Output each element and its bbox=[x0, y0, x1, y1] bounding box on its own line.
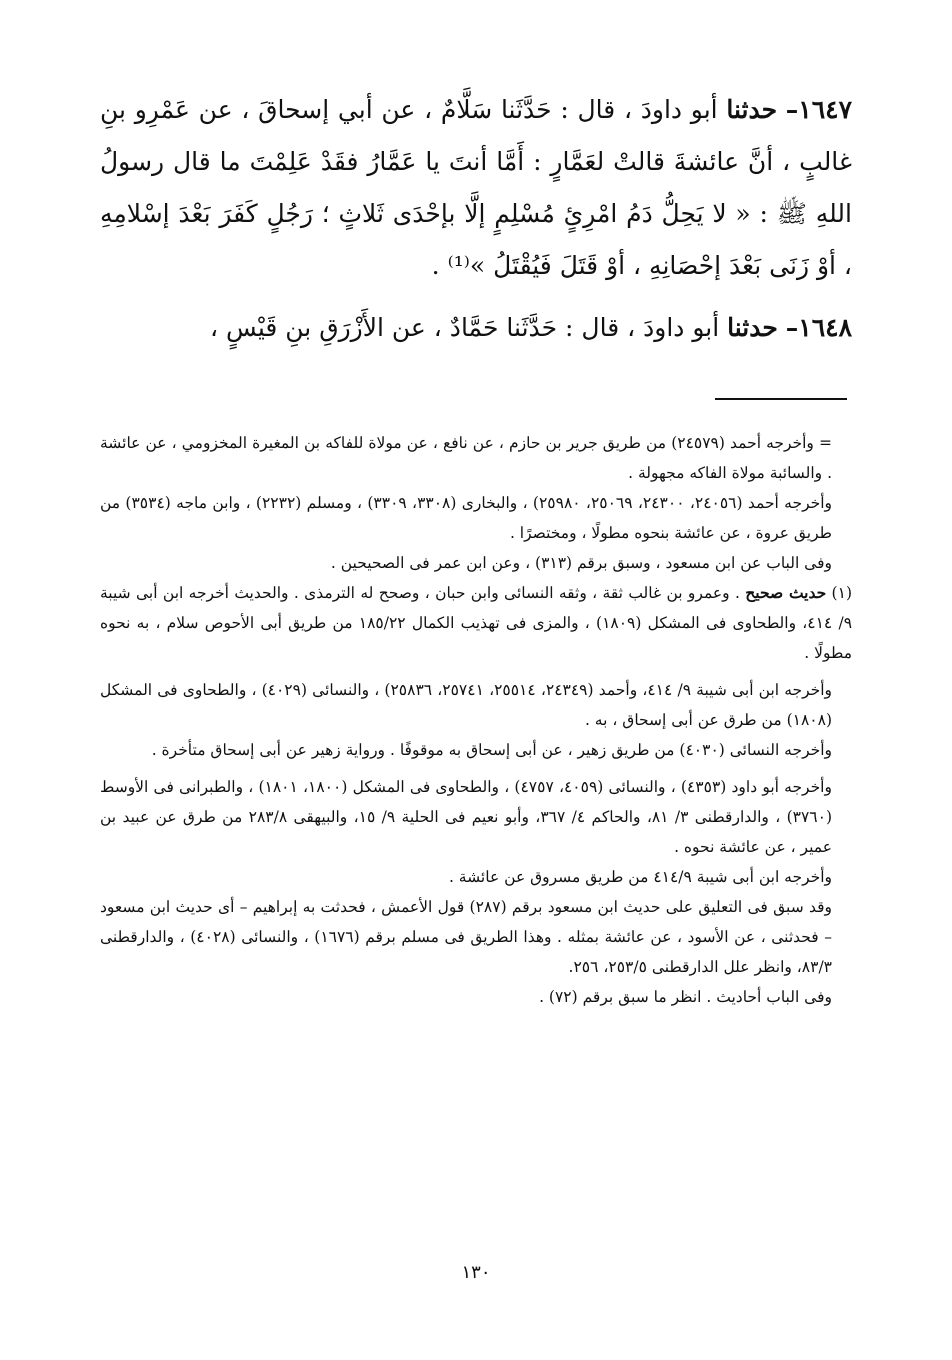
hadith-1647 bbox=[100, 84, 852, 292]
footnote-1 bbox=[100, 578, 852, 668]
footnote-paragraph: وأخرجه أحمد (٢٤٠٥٦، ٢٤٣٠٠، ٢٥٠٦٩، ٢٥٩٨٠) ، والبخارى (٣٣٠٨، ٣٣٠٩) ، ومسلم (٢٢٣٢) ، وابن ماجه (٣٥٣٤) من طريق عروة ، عن عائشة بنحوه مطولًا ، ومختصرًا . bbox=[100, 494, 832, 542]
hadith-number: ١٦٤٧– bbox=[785, 95, 852, 124]
footnote-paragraph: وأخرجه ابن أبى شيبة ٩/ ٤١٤، وأحمد (٢٤٣٤٩، ٢٥٥١٤، ٢٥٧٤١، ٢٥٨٣٦) ، والنسائى (٤٠٢٩) ، والطحاوى فى المشكل (١٨٠٨) من طرق عن أبى إسحاق ، به . bbox=[100, 681, 833, 729]
main-text bbox=[100, 84, 852, 354]
footnote-paragraph: وفى الباب أحاديث . انظر ما سبق برقم (٧٢) . bbox=[539, 988, 832, 1006]
footnote-separator bbox=[715, 398, 847, 400]
page-number: ١٣٠ bbox=[461, 1262, 491, 1283]
footnote-paragraph: وقد سبق فى التعليق على حديث ابن مسعود برقم (٢٨٧) قول الأعمش ، فحدثت به إبراهيم – أى حديث ابن مسعود – فحدثنى ، عن الأسود ، عن عائشة بمثله . وهذا الطريق فى مسلم برقم (١٦٧٦) ، والنسائى (٤٠٢٨) ، والدارقطنى ٨٣/٣، وانظر علل الدارقطنى ٢٥٣/٥، ٢٥٦. bbox=[100, 898, 833, 976]
footnote-paragraph: وأخرجه النسائى (٤٠٣٠) من طريق زهير ، عن أبى إسحاق به موقوفًا . ورواية زهير عن أبى إسحاق متأخرة . bbox=[151, 741, 832, 759]
hadith-number: ١٦٤٨– bbox=[785, 313, 852, 342]
hadith-text: أبو داودَ ، قال : حَدَّثَنا سَلَّامٌ ، عن أبي إسحاقَ ، عن عَمْرِو بنِ غالبٍ ، أنَّ عائشةَ قالتْ لعَمَّارٍ : أَمَّا أنتَ يا عَمَّارُ فقَدْ عَلِمْتَ ما قال رسولُ اللهِ ﷺ : « لا يَحِلُّ دَمُ امْرِئٍ مُسْلِمٍ إلَّا بإحْدَى ثَلاثٍ ؛ رَجُلٍ كَفَرَ بَعْدَ إسْلامِهِ ، أوْ زَنَى بَعْدَ إحْصَانِهِ ، أوْ قَتَلَ فَيُقْتَلُ »⁽¹⁾ . bbox=[100, 95, 852, 280]
footnote-paragraph: = وأخرجه أحمد (٢٤٥٧٩) من طريق جرير بن حازم ، عن نافع ، عن مولاة للفاكه بن المغيرة المخزومي ، عن عائشة . والسائبة مولاة الفاكه مجهولة . bbox=[100, 434, 832, 482]
footnote-1-text: (١) حديث صحيح . وعمرو بن غالب ثقة ، وثقه النسائى وابن حبان ، وصحح له الترمذى . والحديث أخرجه ابن أبى شيبة ٩/ ٤١٤، والطحاوى فى المشكل (١٨٠٩) ، والمزى فى تهذيب الكمال ١٨٥/٢٢ من طريق أبى الأحوص سلام ، به نحوه مطولًا . bbox=[100, 583, 853, 662]
footnote-paragraph: وفى الباب عن ابن مسعود ، وسبق برقم (٣١٣) ، وعن ابن عمر فى الصحيحين . bbox=[330, 554, 832, 572]
footnote-paragraph: وأخرجه أبو داود (٤٣٥٣) ، والنسائى (٤٠٥٩، ٤٧٥٧) ، والطحاوى فى المشكل (١٨٠٠، ١٨٠١) ، والطبرانى فى الأوسط (٣٧٦٠) ، والدارقطنى ٣/ ٨١، والحاكم ٤/ ٣٦٧، وأبو نعيم فى الحلية ٩/ ١٥، والبيهقى ٢٨٣/٨ من طرق عن عبيد بن عمير ، عن عائشة نحوه . bbox=[100, 778, 833, 856]
footnote-1-grade: حديث صحيح bbox=[745, 583, 827, 602]
footnote-paragraph: وأخرجه ابن أبى شيبة ٤١٤/٩ من طريق مسروق عن عائشة . bbox=[448, 868, 832, 886]
footnotes bbox=[100, 428, 852, 1012]
hadith-1648 bbox=[100, 302, 852, 354]
hadith-heading: حدثنا bbox=[726, 95, 778, 124]
hadith-text: أبو داودَ ، قال : حَدَّثَنا حَمَّادٌ ، عن الأَزْرَقِ بنِ قَيْسٍ ، bbox=[209, 313, 720, 342]
hadith-heading: حدثنا bbox=[727, 313, 778, 342]
